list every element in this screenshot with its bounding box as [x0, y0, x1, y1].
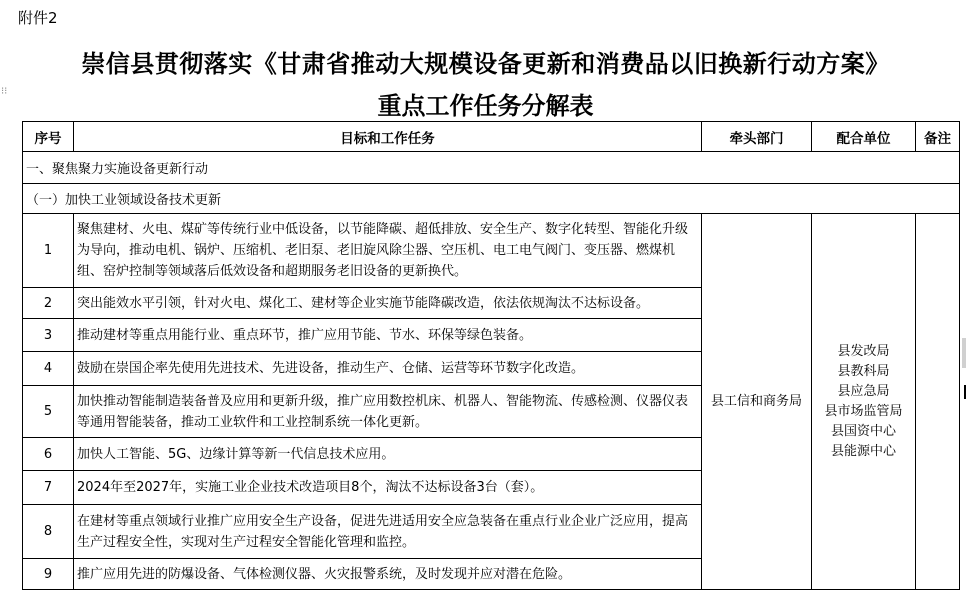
lead-department: 县工信和商务局 [702, 214, 812, 590]
row-task: 聚焦建材、火电、煤矿等传统行业中低设备，以节能降碳、超低排放、安全生产、数字化转型、智能化升级为导向，推动电机、锅炉、压缩机、老旧泵、老旧旋风除尘器、空压机、电工电气阀门、变压器、燃煤机组、窑炉控制等领域落后低效设备和超期服务老旧设备的更新换代。 [74, 214, 702, 288]
subsection-row [23, 184, 960, 214]
row-task: 推广应用先进的防爆设备、气体检测仪器、火灾报警系统，及时发现并应对潜在危险。 [74, 559, 702, 590]
row-number: 8 [23, 505, 74, 559]
drag-handle-icon[interactable]: ⁝⁝ [1, 86, 8, 97]
text-cursor [964, 385, 966, 399]
table-row [23, 214, 960, 288]
row-task: 推动建材等重点用能行业、重点环节，推广应用节能、节水、环保等绿色装备。 [74, 319, 702, 352]
document-title-line2: 重点工作任务分解表 [377, 91, 594, 120]
coop-unit: 县能源中心 [830, 443, 896, 459]
row-task: 加快推动智能制造装备普及应用和更新升级，推广应用数控机床、机器人、智能物流、传感检测、仪器仪表等通用智能装备，推动工业软件和工业控制系统一体化更新。 [74, 386, 702, 438]
row-number: 3 [23, 319, 74, 352]
row-task: 鼓励在崇国企率先使用先进技术、先进设备，推动生产、仓储、运营等环节数字化改造。 [74, 352, 702, 386]
coop-unit: 县教科局 [837, 363, 890, 379]
row-number: 1 [23, 214, 74, 288]
row-task: 突出能效水平引领，针对火电、煤化工、建材等企业实施节能降碳改造，依法依规淘汰不达标设备。 [74, 288, 702, 319]
coop-unit: 县国资中心 [830, 423, 896, 439]
row-number: 4 [23, 352, 74, 386]
header-no: 序号 [23, 122, 74, 152]
header-coop: 配合单位 [812, 122, 916, 152]
coop-unit: 县市场监管局 [824, 403, 903, 419]
row-task: 在建材等重点领域行业推广应用安全生产设备，促进先进适用安全应急装备在重点行业企业广泛应用，提高生产过程安全性，实现对生产过程安全智能化管理和监控。 [74, 505, 702, 559]
document-title-line1: 崇信县贯彻落实《甘肃省推动大规模设备更新和消费品以旧换新行动方案》 [81, 49, 890, 78]
scrollbar[interactable] [962, 338, 966, 368]
section-title: 一、聚焦聚力实施设备更新行动 [23, 152, 960, 184]
header-note: 备注 [916, 122, 960, 152]
row-task: 加快人工智能、5G、边缘计算等新一代信息技术应用。 [74, 438, 702, 471]
row-number: 6 [23, 438, 74, 471]
header-lead: 牵头部门 [702, 122, 812, 152]
subsection-title: （一）加快工业领域设备技术更新 [23, 184, 960, 214]
row-task: 2024年至2027年，实施工业企业技术改造项目8个，淘汰不达标设备3台（套）。 [74, 471, 702, 505]
cooperating-units [812, 214, 916, 590]
header-task: 目标和工作任务 [74, 122, 702, 152]
section-row [23, 152, 960, 184]
task-table [22, 121, 960, 590]
note-cell [916, 214, 960, 590]
coop-unit: 县发改局 [837, 343, 890, 359]
row-number: 9 [23, 559, 74, 590]
attachment-label: 附件2 [18, 9, 58, 27]
coop-unit: 县应急局 [837, 383, 890, 399]
row-number: 7 [23, 471, 74, 505]
table-header-row [23, 122, 960, 152]
row-number: 5 [23, 386, 74, 438]
row-number: 2 [23, 288, 74, 319]
